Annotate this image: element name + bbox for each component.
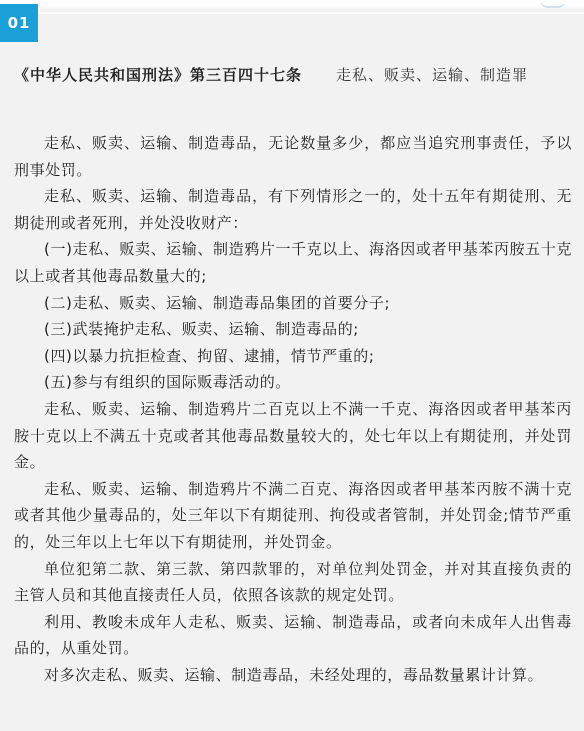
list-item: (五)参与有组织的国际贩毒活动的。: [44, 373, 291, 392]
paragraph: 走私、贩卖、运输、制造毒品，有下列情形之一的，处十五年有期徒刑、无期徒刑或者死刑，并处没收财产：: [14, 187, 572, 232]
section-number-badge: 01: [0, 4, 38, 42]
article-subject: 走私、贩卖、运输、制造罪: [336, 66, 529, 84]
article-title: 《中华人民共和国刑法》第三百四十七条: [14, 66, 303, 84]
list-item: (四)以暴力抗拒检查、拘留、逮捕，情节严重的;: [44, 346, 375, 365]
list-item: (一)走私、贩卖、运输、制造鸦片一千克以上、海洛因或者甲基苯丙胺五十克以上或者其他毒品数量大的;: [14, 240, 572, 285]
paragraph: 对多次走私、贩卖、运输、制造毒品，未经处理的，毒品数量累计计算。: [44, 665, 544, 684]
paragraph: 走私、贩卖、运输、制造鸦片不满二百克、海洛因或者甲基苯丙胺不满十克或者其他少量毒品的，处三年以下有期徒刑、拘役或者管制，并处罚金;情节严重的，处三年以上七年以下有期徒刑，并处罚金。: [14, 479, 572, 551]
list-item: (三)武装掩护走私、贩卖、运输、制造毒品的;: [44, 320, 359, 339]
paragraph: 走私、贩卖、运输、制造毒品，无论数量多少，都应当追究刑事责任，予以刑事处罚。: [14, 134, 572, 179]
paragraph: 单位犯第二款、第三款、第四款罪的，对单位判处罚金，并对其直接负责的主管人员和其他直接责任人员，依照各该款的规定处罚。: [14, 559, 572, 605]
paragraph: 利用、教唆未成年人走私、贩卖、运输、制造毒品，或者向未成年人出售毒品的，从重处罚。: [14, 612, 572, 658]
paragraph: 走私、贩卖、运输、制造鸦片二百克以上不满一千克、海洛因或者甲基苯丙胺十克以上不满五十克或者其他毒品数量较大的，处七年以上有期徒刑，并处罚金。: [14, 399, 572, 472]
top-bar-shade: [40, 6, 584, 12]
article-body: [14, 130, 572, 688]
top-bar: [0, 0, 584, 14]
article-header: [14, 64, 574, 86]
corner-decoration-icon: [540, 0, 566, 8]
list-item: (二)走私、贩卖、运输、制造毒品集团的首要分子;: [44, 293, 391, 312]
